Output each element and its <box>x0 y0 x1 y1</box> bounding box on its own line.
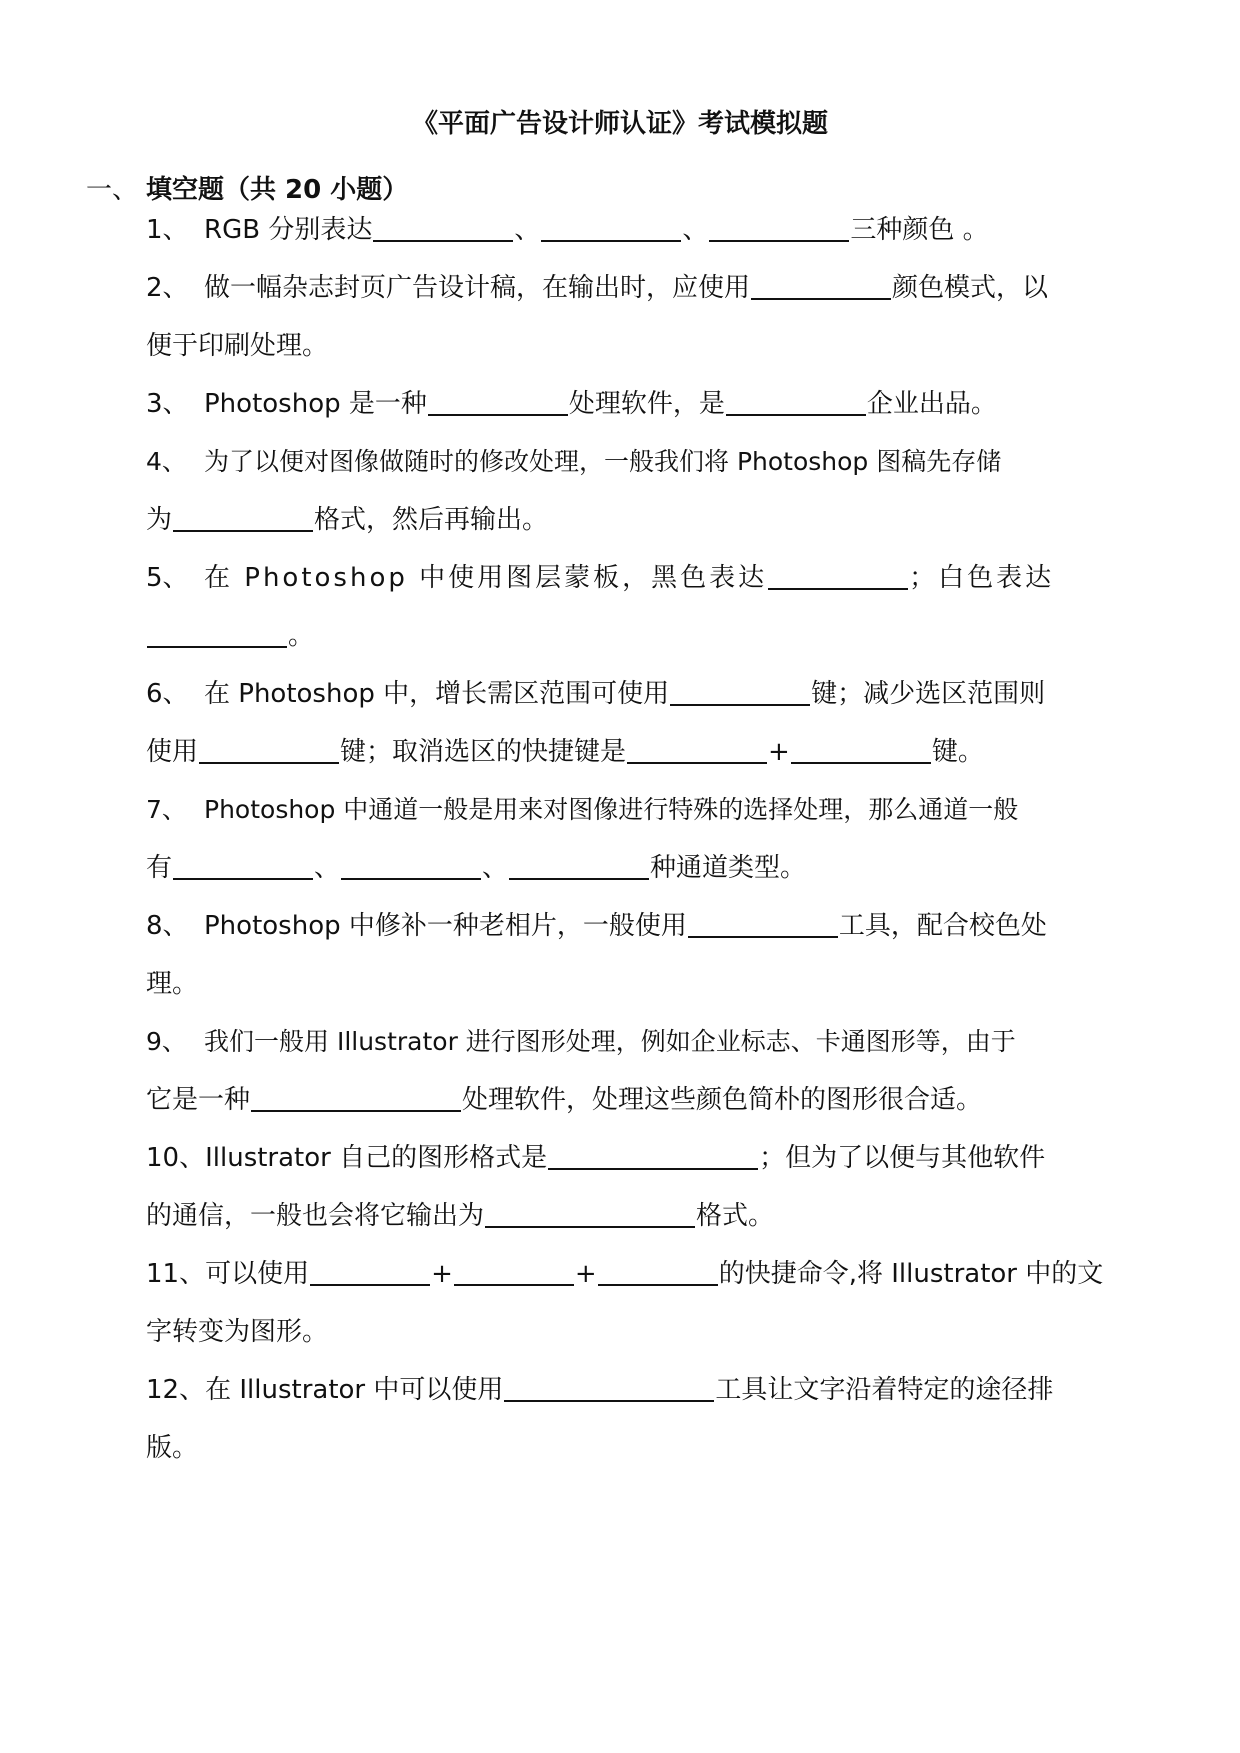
answer-blank[interactable] <box>670 678 810 706</box>
question-8-line-2: 理。 <box>146 969 199 999</box>
answer-blank[interactable] <box>504 1374 714 1402</box>
answer-blank[interactable] <box>373 214 513 242</box>
question-5-line-1: 5、 在 Photoshop 中使用图层蒙板，黑色表达 ；白色表达 <box>146 558 1146 598</box>
question-6-line-2: 使用 键；取消选区的快捷键是 + 键。 <box>146 737 984 767</box>
question-number: 8、 <box>146 911 189 941</box>
question-10-line-1: 10、Illustrator 自己的图形格式是 ；但为了以便与其他软件 <box>146 1138 1146 1178</box>
answer-blank[interactable] <box>598 1258 718 1286</box>
answer-blank[interactable] <box>428 388 568 416</box>
question-number: 10、 <box>146 1143 206 1173</box>
answer-blank[interactable] <box>454 1258 574 1286</box>
answer-blank[interactable] <box>548 1142 758 1170</box>
question-7-line-1: 7、 Photoshop 中通道一般是用来对图像进行特殊的选择处理，那么通道一般 <box>146 790 1146 830</box>
section-heading <box>86 170 408 210</box>
question-number: 2、 <box>146 273 189 303</box>
question-number: 1、 <box>146 215 189 245</box>
question-6-line-1: 6、 在 Photoshop 中，增长需区范围可使用 键；减少选区范围则 <box>146 674 1146 714</box>
question-2-line-1: 2、 做一幅杂志封页广告设计稿，在输出时，应使用 颜色模式，以 <box>146 268 1146 308</box>
question-7-line-2: 有 、 、 种通道类型。 <box>146 853 807 883</box>
question-1-line-1: 1、 RGB 分别表达 、 、 三种颜色 。 <box>146 210 1146 250</box>
question-12-line-2: 版。 <box>146 1433 199 1463</box>
answer-blank[interactable] <box>791 736 931 764</box>
answer-blank[interactable] <box>173 504 313 532</box>
answer-blank[interactable] <box>147 620 287 648</box>
answer-blank[interactable] <box>485 1200 695 1228</box>
answer-blank[interactable] <box>251 1084 461 1112</box>
question-9-line-1: 9、 我们一般用 Illustrator 进行图形处理，例如企业标志、卡通图形等，由于 <box>146 1022 1146 1062</box>
question-number: 9、 <box>146 1027 187 1056</box>
answer-blank[interactable] <box>709 214 849 242</box>
question-number: 6、 <box>146 679 189 709</box>
answer-blank[interactable] <box>541 214 681 242</box>
question-number: 4、 <box>146 447 187 476</box>
answer-blank[interactable] <box>768 562 908 590</box>
question-2-line-2: 便于印刷处理。 <box>146 331 329 361</box>
answer-blank[interactable] <box>310 1258 430 1286</box>
question-4-line-2: 为 格式，然后再输出。 <box>146 505 549 535</box>
section-number: 一、 <box>86 175 139 205</box>
answer-blank[interactable] <box>341 852 481 880</box>
question-8-line-1: 8、 Photoshop 中修补一种老相片，一般使用 工具，配合校色处 <box>146 906 1146 946</box>
answer-blank[interactable] <box>688 910 838 938</box>
question-11-line-1: 11、可以使用 + + 的快捷命令,将 Illustrator 中的文 <box>146 1254 1146 1294</box>
answer-blank[interactable] <box>173 852 313 880</box>
question-5-line-2: 。 <box>146 616 1146 656</box>
question-number: 7、 <box>146 795 187 824</box>
question-number: 5、 <box>146 563 189 593</box>
answer-blank[interactable] <box>627 736 767 764</box>
question-number: 11、 <box>146 1259 206 1289</box>
question-3-line-1: 3、 Photoshop 是一种 处理软件，是 企业出品。 <box>146 384 1146 424</box>
question-12-line-1: 12、在 Illustrator 中可以使用 工具让文字沿着特定的途径排 <box>146 1370 1146 1410</box>
answer-blank[interactable] <box>726 388 866 416</box>
section-title: 填空题（共 20 小题） <box>146 175 409 205</box>
question-11-line-2: 字转变为图形。 <box>146 1317 329 1347</box>
page-title: 《平面广告设计师认证》考试模拟题 <box>411 109 828 139</box>
question-number: 3、 <box>146 389 189 419</box>
question-9-line-2: 它是一种 处理软件，处理这些颜色简朴的图形很合适。 <box>146 1085 983 1115</box>
answer-blank[interactable] <box>509 852 649 880</box>
question-number: 12、 <box>146 1375 206 1405</box>
answer-blank[interactable] <box>199 736 339 764</box>
answer-blank[interactable] <box>751 272 891 300</box>
question-4-line-1: 4、 为了以便对图像做随时的修改处理，一般我们将 Photoshop 图稿先存储 <box>146 442 1146 482</box>
question-10-line-2: 的通信，一般也会将它输出为 格式。 <box>146 1201 775 1231</box>
